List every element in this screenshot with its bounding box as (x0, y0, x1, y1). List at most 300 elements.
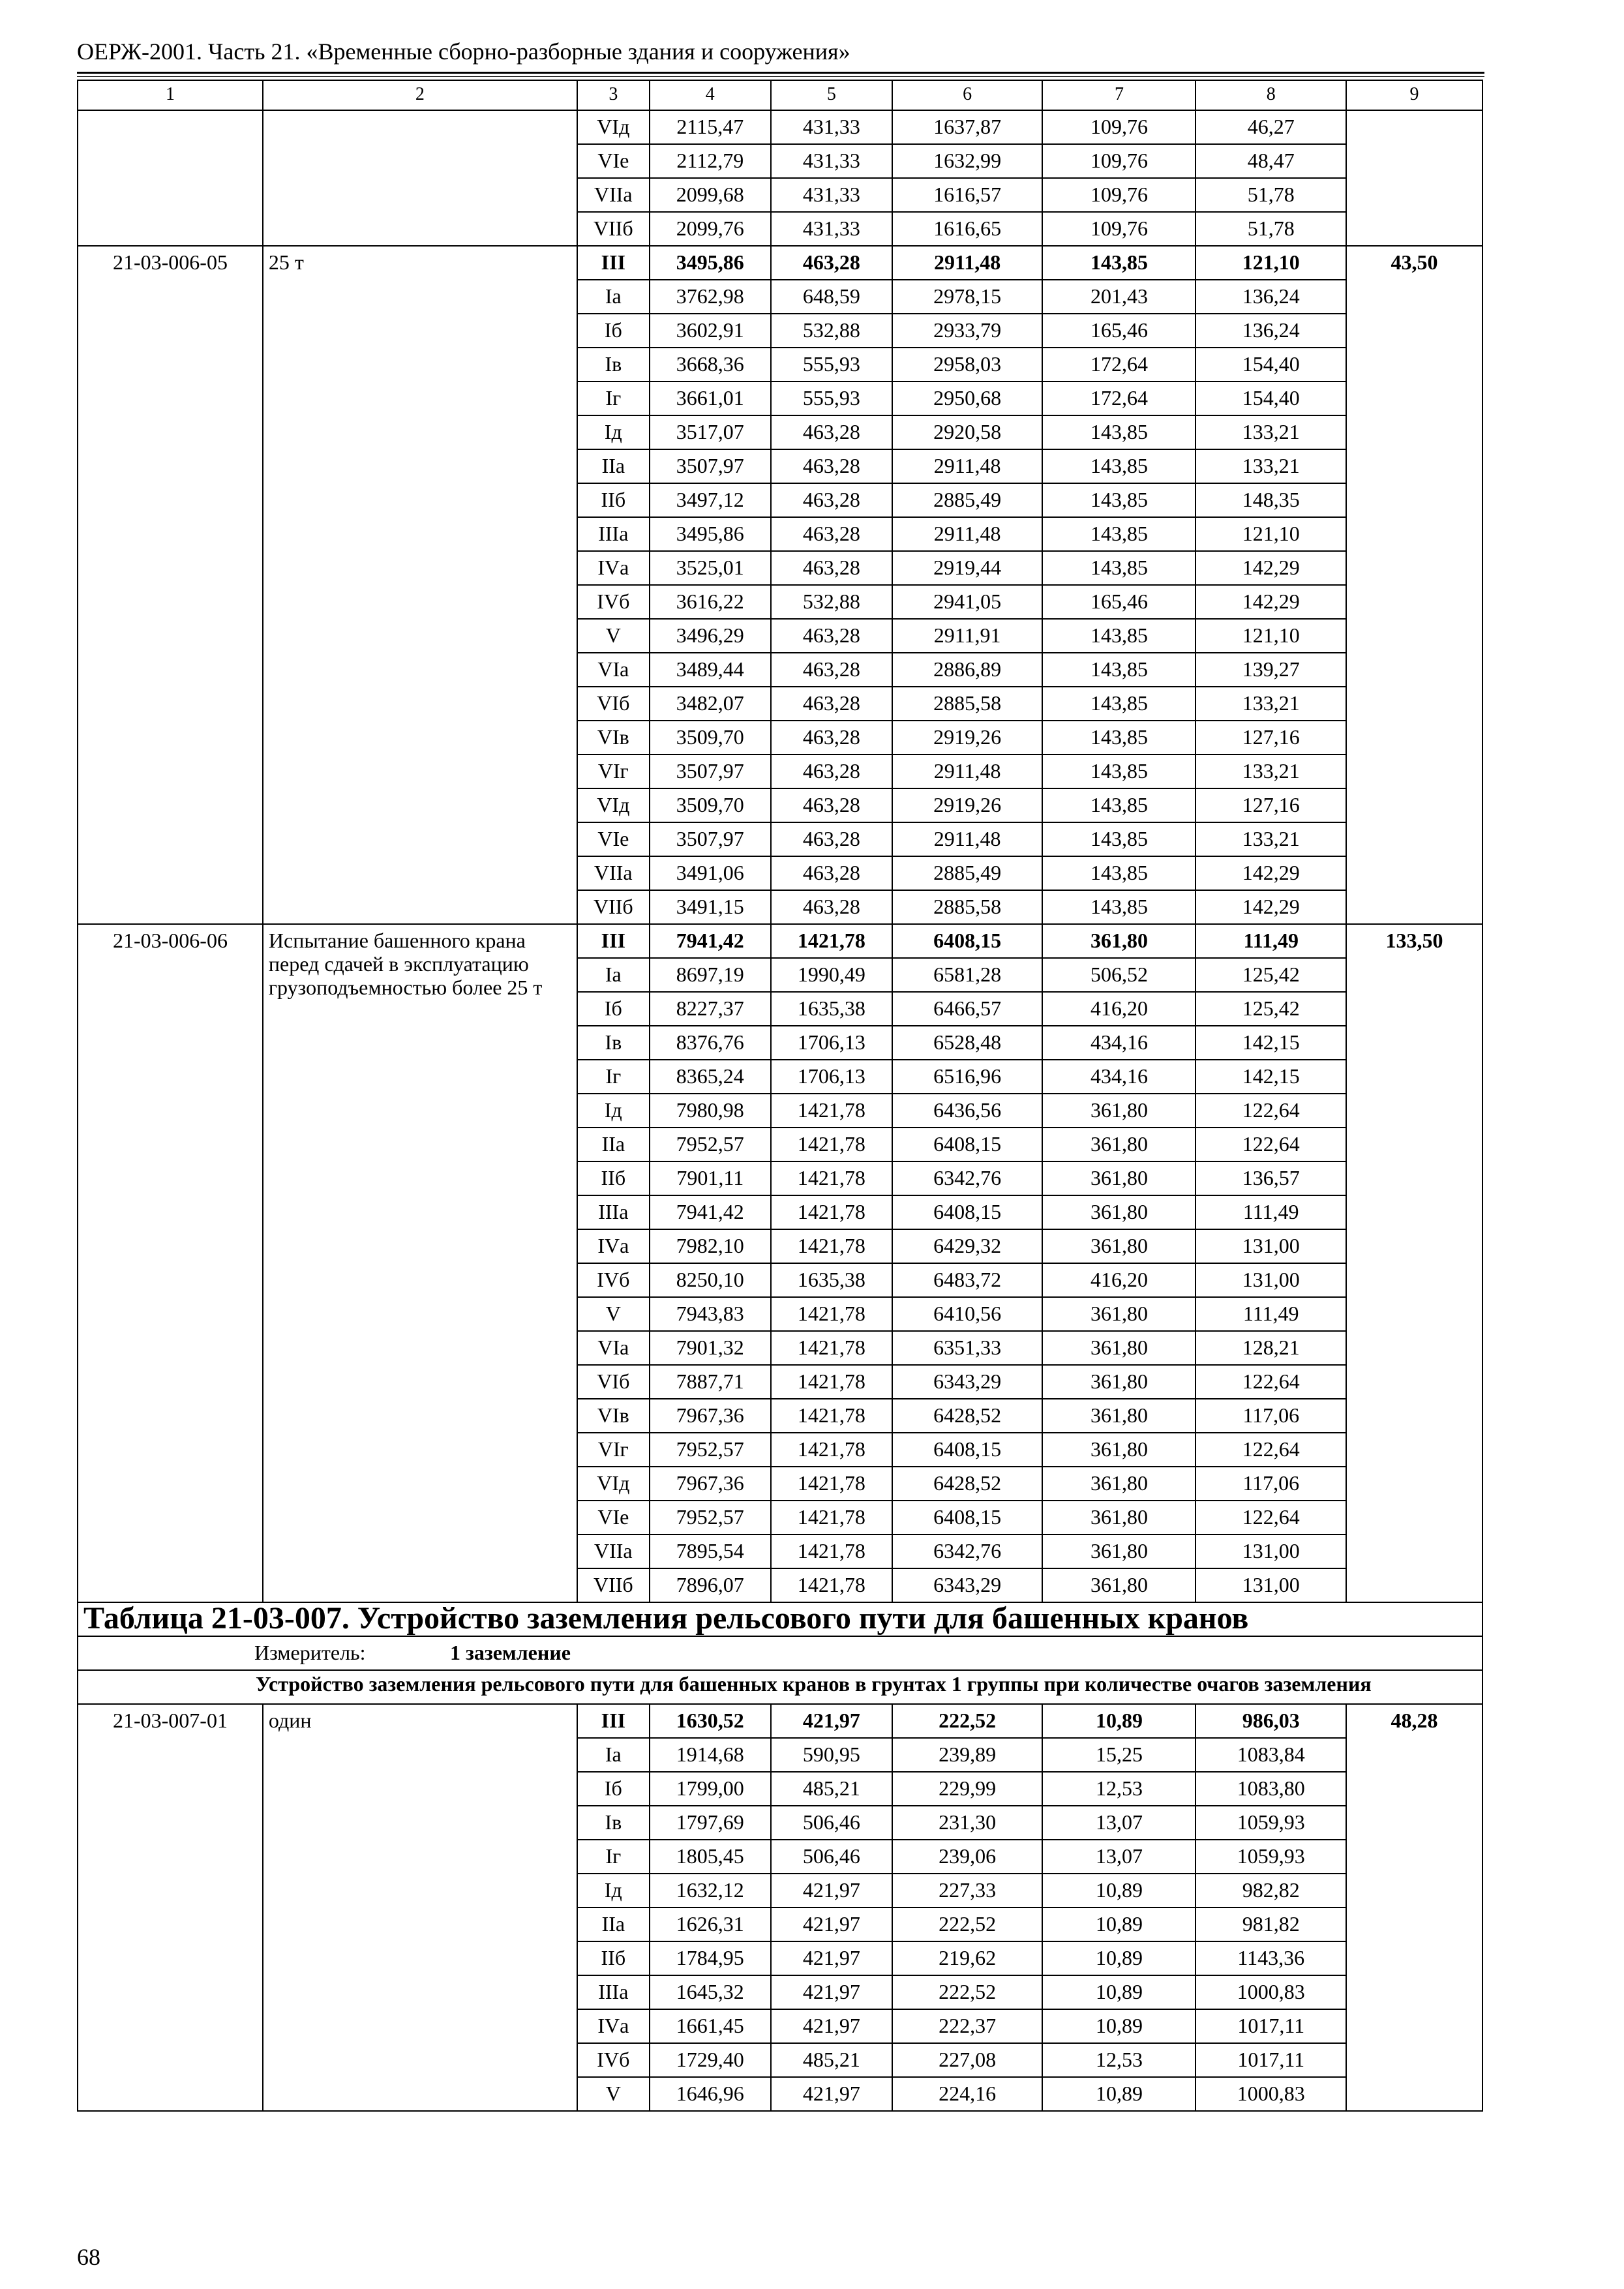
table-cell: IVа (577, 2009, 650, 2043)
table-cell: 421,97 (771, 1941, 892, 1975)
table-cell: III (577, 246, 650, 280)
table-cell: 1626,31 (650, 1908, 771, 1941)
table-row (78, 1704, 1482, 1738)
table-cell: 555,93 (771, 382, 892, 415)
table-cell: Iа (577, 958, 650, 992)
table-cell: 1914,68 (650, 1738, 771, 1772)
rate-code: 21-03-007-01 (78, 1704, 263, 2111)
table-cell: 7941,42 (650, 924, 771, 958)
table-cell: 1421,78 (771, 1229, 892, 1263)
table-cell: 463,28 (771, 788, 892, 822)
table-cell: 6408,15 (892, 924, 1043, 958)
table-cell: VIд (577, 110, 650, 144)
table-cell: 6343,29 (892, 1568, 1043, 1602)
table-cell: VIб (577, 687, 650, 721)
table-cell: 3661,01 (650, 382, 771, 415)
table-cell: 1661,45 (650, 2009, 771, 2043)
table-cell: 1637,87 (892, 110, 1043, 144)
table-cell: 1616,57 (892, 178, 1043, 212)
table-cell: IIа (577, 1908, 650, 1941)
table-cell: 3495,86 (650, 517, 771, 551)
table-cell: 3491,15 (650, 890, 771, 924)
table-cell: 361,80 (1042, 1399, 1195, 1433)
column-numbers-row (78, 80, 1482, 110)
table-cell: 648,59 (771, 280, 892, 314)
table-cell: 2885,58 (892, 890, 1043, 924)
table-cell: 361,80 (1042, 1331, 1195, 1365)
table-cell: 434,16 (1042, 1026, 1195, 1060)
table-cell: 143,85 (1042, 619, 1195, 653)
table-cell: 154,40 (1195, 382, 1346, 415)
table-cell: 133,21 (1195, 822, 1346, 856)
table-row (78, 110, 1482, 144)
table-cell: 143,85 (1042, 415, 1195, 449)
table-cell: 51,78 (1195, 212, 1346, 246)
table-cell: 1630,52 (650, 1704, 771, 1738)
table-cell: 109,76 (1042, 144, 1195, 178)
table-cell: 1632,99 (892, 144, 1043, 178)
table-cell: 463,28 (771, 822, 892, 856)
table-cell: 7901,32 (650, 1331, 771, 1365)
table-cell: 7952,57 (650, 1501, 771, 1534)
table-cell: 463,28 (771, 890, 892, 924)
table-cell: 239,89 (892, 1738, 1043, 1772)
table-cell: 463,28 (771, 653, 892, 687)
table-cell: 1017,11 (1195, 2009, 1346, 2043)
table-cell: IVа (577, 1229, 650, 1263)
table-cell: 122,64 (1195, 1128, 1346, 1161)
table-cell: Iд (577, 1094, 650, 1128)
table-cell: 555,93 (771, 348, 892, 382)
table-cell: 10,89 (1042, 1704, 1195, 1738)
table-cell: 7952,57 (650, 1433, 771, 1467)
table-cell: 431,33 (771, 178, 892, 212)
table-cell: 3507,97 (650, 755, 771, 788)
rate-code (78, 110, 263, 246)
table-cell: 2099,76 (650, 212, 771, 246)
table-cell: 15,25 (1042, 1738, 1195, 1772)
table-cell: 8250,10 (650, 1263, 771, 1297)
table-cell: 416,20 (1042, 1263, 1195, 1297)
table-cell: IVа (577, 551, 650, 585)
table-cell: 1706,13 (771, 1060, 892, 1094)
table-cell: III (577, 1704, 650, 1738)
table-cell: 2911,48 (892, 517, 1043, 551)
table-cell: 2920,58 (892, 415, 1043, 449)
table-row (78, 246, 1482, 280)
table-cell: 12,53 (1042, 2043, 1195, 2077)
table-cell: 143,85 (1042, 856, 1195, 890)
table-cell: 1421,78 (771, 1399, 892, 1433)
table-cell: 143,85 (1042, 449, 1195, 483)
table-cell: Iв (577, 1806, 650, 1840)
page-header: ОЕРЖ-2001. Часть 21. «Временные сборно-разборные здания и сооружения» (77, 38, 850, 65)
table-title-row (78, 1602, 1482, 1636)
table-cell: Iа (577, 1738, 650, 1772)
table-cell: 7952,57 (650, 1128, 771, 1161)
table-cell: 143,85 (1042, 517, 1195, 551)
table-cell: VIIа (577, 856, 650, 890)
table-cell: 133,21 (1195, 755, 1346, 788)
work-description: один (263, 1704, 577, 2111)
table-cell: 12,53 (1042, 1772, 1195, 1806)
table-cell: VIб (577, 1365, 650, 1399)
table-cell: 10,89 (1042, 2009, 1195, 2043)
table-cell: VIг (577, 1433, 650, 1467)
table-cell: 1635,38 (771, 992, 892, 1026)
column-number: 7 (1042, 80, 1195, 110)
table-cell: 463,28 (771, 755, 892, 788)
header-rule-thin (77, 76, 1484, 77)
table-cell: 1421,78 (771, 1161, 892, 1195)
table-cell: 463,28 (771, 687, 892, 721)
table-cell: 127,16 (1195, 788, 1346, 822)
table-cell: 143,85 (1042, 890, 1195, 924)
table-cell: VIд (577, 1467, 650, 1501)
table-cell: 154,40 (1195, 348, 1346, 382)
table-cell: 2941,05 (892, 585, 1043, 619)
table-cell: V (577, 619, 650, 653)
table-cell: 10,89 (1042, 2077, 1195, 2111)
table-cell: 131,00 (1195, 1568, 1346, 1602)
table-cell: 1421,78 (771, 1331, 892, 1365)
table-cell: 1421,78 (771, 1467, 892, 1501)
table-cell: 1797,69 (650, 1806, 771, 1840)
table-cell: Iб (577, 1772, 650, 1806)
table-cell: 6408,15 (892, 1501, 1043, 1534)
table-cell: 131,00 (1195, 1263, 1346, 1297)
table-cell: 431,33 (771, 144, 892, 178)
unit-value: 1 заземление (450, 1641, 571, 1664)
rates-table (77, 80, 1483, 2112)
table-cell: 3497,12 (650, 483, 771, 517)
table-cell: 3507,97 (650, 449, 771, 483)
table-cell: 2886,89 (892, 653, 1043, 687)
table-cell: 3495,86 (650, 246, 771, 280)
table-cell: 1784,95 (650, 1941, 771, 1975)
table-cell: 222,52 (892, 1704, 1043, 1738)
table-cell: 434,16 (1042, 1060, 1195, 1094)
table-cell: 121,10 (1195, 246, 1346, 280)
section-row (78, 1670, 1482, 1704)
table-cell: Iа (577, 280, 650, 314)
table-cell: 1729,40 (650, 2043, 771, 2077)
table-cell: VIг (577, 755, 650, 788)
table-cell: 421,97 (771, 1704, 892, 1738)
table-cell: VIд (577, 788, 650, 822)
table-cell: 1632,12 (650, 1874, 771, 1908)
table-cell: 8376,76 (650, 1026, 771, 1060)
table-cell: 172,64 (1042, 382, 1195, 415)
table-cell: 6581,28 (892, 958, 1043, 992)
table-cell: 2911,48 (892, 246, 1043, 280)
table-cell: 7967,36 (650, 1399, 771, 1433)
table-cell: 2885,49 (892, 856, 1043, 890)
table-cell: VIа (577, 653, 650, 687)
table-cell: Iг (577, 1840, 650, 1874)
table-cell: 143,85 (1042, 551, 1195, 585)
table-cell: 143,85 (1042, 755, 1195, 788)
table-cell: 7887,71 (650, 1365, 771, 1399)
table-cell: IIIа (577, 1975, 650, 2009)
table-cell: 463,28 (771, 246, 892, 280)
table-cell: 10,89 (1042, 1874, 1195, 1908)
table-cell: 6343,29 (892, 1365, 1043, 1399)
table-cell: 1421,78 (771, 924, 892, 958)
table-cell: 125,42 (1195, 992, 1346, 1026)
table-cell: 117,06 (1195, 1467, 1346, 1501)
table-cell: 1000,83 (1195, 1975, 1346, 2009)
table-cell: 111,49 (1195, 924, 1346, 958)
table-cell: 2978,15 (892, 280, 1043, 314)
table-cell: Iд (577, 1874, 650, 1908)
table-cell: 6436,56 (892, 1094, 1043, 1128)
table-cell: VIе (577, 144, 650, 178)
column-number: 6 (892, 80, 1043, 110)
table-cell: 416,20 (1042, 992, 1195, 1026)
table-cell: 133,21 (1195, 687, 1346, 721)
table-cell: 136,24 (1195, 280, 1346, 314)
column-number: 4 (650, 80, 771, 110)
table-cell: 231,30 (892, 1806, 1043, 1840)
table-cell: 143,85 (1042, 687, 1195, 721)
work-description (263, 110, 577, 246)
table-cell: 136,24 (1195, 314, 1346, 348)
table-cell: 1635,38 (771, 1263, 892, 1297)
table-cell: 48,47 (1195, 144, 1346, 178)
table-cell: 2950,68 (892, 382, 1043, 415)
table-cell: 2885,49 (892, 483, 1043, 517)
table-cell: 506,46 (771, 1840, 892, 1874)
table-cell: 127,16 (1195, 721, 1346, 755)
table-cell: 6428,52 (892, 1399, 1043, 1433)
table-cell: 506,52 (1042, 958, 1195, 992)
table-cell: 1083,84 (1195, 1738, 1346, 1772)
labor-cost: 48,28 (1346, 1704, 1482, 2111)
work-description: 25 т (263, 246, 577, 924)
table-cell: 463,28 (771, 483, 892, 517)
table-cell: VIв (577, 1399, 650, 1433)
table-cell: 6483,72 (892, 1263, 1043, 1297)
table-cell: 8227,37 (650, 992, 771, 1026)
table-cell: 122,64 (1195, 1365, 1346, 1399)
table-cell: 7982,10 (650, 1229, 771, 1263)
table-cell: 117,06 (1195, 1399, 1346, 1433)
table-cell: 133,21 (1195, 449, 1346, 483)
table-cell: 7941,42 (650, 1195, 771, 1229)
section-heading: Устройство заземления рельсового пути для башенных кранов в грунтах 1 группы при количестве очагов заземления (78, 1670, 1482, 1704)
table-cell: 431,33 (771, 110, 892, 144)
table-cell: 1421,78 (771, 1128, 892, 1161)
table-cell: 421,97 (771, 1975, 892, 2009)
table-cell: 431,33 (771, 212, 892, 246)
table-cell: VIв (577, 721, 650, 755)
table-cell: 3496,29 (650, 619, 771, 653)
table-cell: 485,21 (771, 1772, 892, 1806)
table-cell: 2885,58 (892, 687, 1043, 721)
table-cell: 3482,07 (650, 687, 771, 721)
table-cell: 1990,49 (771, 958, 892, 992)
table-cell: 1000,83 (1195, 2077, 1346, 2111)
table-cell: 2919,44 (892, 551, 1043, 585)
table-cell: VIе (577, 822, 650, 856)
table-cell: 1421,78 (771, 1433, 892, 1467)
page-number: 68 (77, 2244, 100, 2270)
table-cell: 361,80 (1042, 1501, 1195, 1534)
table-cell: IIб (577, 483, 650, 517)
table-cell: 222,37 (892, 2009, 1043, 2043)
table-cell: 361,80 (1042, 1297, 1195, 1331)
table-cell: 1421,78 (771, 1297, 892, 1331)
table-cell: IVб (577, 585, 650, 619)
table-cell: IIIа (577, 1195, 650, 1229)
labor-cost: 133,50 (1346, 924, 1482, 1602)
table-cell: 1083,80 (1195, 1772, 1346, 1806)
table-cell: 361,80 (1042, 1433, 1195, 1467)
table-cell: 227,33 (892, 1874, 1043, 1908)
table-cell: 122,64 (1195, 1433, 1346, 1467)
table-cell: 7967,36 (650, 1467, 771, 1501)
table-cell: IIIа (577, 517, 650, 551)
table-cell: 13,07 (1042, 1806, 1195, 1840)
labor-cost (1346, 110, 1482, 246)
table-cell: 421,97 (771, 2077, 892, 2111)
table-cell: 165,46 (1042, 314, 1195, 348)
table-cell: 6408,15 (892, 1433, 1043, 1467)
table-cell: IIб (577, 1161, 650, 1195)
table-cell: 361,80 (1042, 1161, 1195, 1195)
table-cell: 361,80 (1042, 1365, 1195, 1399)
table-cell: 125,42 (1195, 958, 1346, 992)
table-cell: 463,28 (771, 619, 892, 653)
table-cell: VIIб (577, 1568, 650, 1602)
labor-cost: 43,50 (1346, 246, 1482, 924)
table-cell: 10,89 (1042, 1975, 1195, 2009)
rate-code: 21-03-006-06 (78, 924, 263, 1602)
column-number: 1 (78, 80, 263, 110)
table-cell: 1059,93 (1195, 1806, 1346, 1840)
table-cell: 3509,70 (650, 721, 771, 755)
table-cell: VIIа (577, 1534, 650, 1568)
table-cell: 201,43 (1042, 280, 1195, 314)
table-cell: IVб (577, 2043, 650, 2077)
table-cell: 421,97 (771, 1908, 892, 1941)
table-cell: 1017,11 (1195, 2043, 1346, 2077)
table-cell: 1421,78 (771, 1568, 892, 1602)
table-cell: 143,85 (1042, 246, 1195, 280)
table-cell: 122,64 (1195, 1094, 1346, 1128)
table-cell: 485,21 (771, 2043, 892, 2077)
table-cell: 6428,52 (892, 1467, 1043, 1501)
table-cell: 1805,45 (650, 1840, 771, 1874)
column-number: 9 (1346, 80, 1482, 110)
table-cell: 6429,32 (892, 1229, 1043, 1263)
table-cell: 142,15 (1195, 1026, 1346, 1060)
table-cell: 142,29 (1195, 585, 1346, 619)
table-cell: 172,64 (1042, 348, 1195, 382)
table-cell: 109,76 (1042, 178, 1195, 212)
table-cell: 3602,91 (650, 314, 771, 348)
table-cell: 121,10 (1195, 619, 1346, 653)
table-cell: 133,21 (1195, 415, 1346, 449)
table-cell: 532,88 (771, 585, 892, 619)
table-cell: 143,85 (1042, 788, 1195, 822)
table-cell: 46,27 (1195, 110, 1346, 144)
unit-row (78, 1636, 1482, 1670)
table-cell: 6342,76 (892, 1534, 1043, 1568)
table-cell: 2099,68 (650, 178, 771, 212)
table-cell: IIа (577, 449, 650, 483)
table-cell: 143,85 (1042, 653, 1195, 687)
table-cell: 51,78 (1195, 178, 1346, 212)
table-cell: 3491,06 (650, 856, 771, 890)
table-cell: VIIа (577, 178, 650, 212)
table-cell: 143,85 (1042, 483, 1195, 517)
table-cell: 532,88 (771, 314, 892, 348)
table-cell: 7980,98 (650, 1094, 771, 1128)
table-cell: 506,46 (771, 1806, 892, 1840)
table-cell: 142,29 (1195, 551, 1346, 585)
table-cell: VIIб (577, 212, 650, 246)
table-cell: 8365,24 (650, 1060, 771, 1094)
table-cell: 2919,26 (892, 788, 1043, 822)
table-cell: VIе (577, 1501, 650, 1534)
table-cell: 1646,96 (650, 2077, 771, 2111)
table-cell: 111,49 (1195, 1195, 1346, 1229)
table-cell: IIа (577, 1128, 650, 1161)
table-cell: Iв (577, 1026, 650, 1060)
table-cell: 981,82 (1195, 1908, 1346, 1941)
table-cell: 463,28 (771, 721, 892, 755)
table-cell: V (577, 2077, 650, 2111)
table-cell: 2958,03 (892, 348, 1043, 382)
table-cell: 3762,98 (650, 280, 771, 314)
table-cell: 2112,79 (650, 144, 771, 178)
table-cell: 229,99 (892, 1772, 1043, 1806)
table-cell: 143,85 (1042, 721, 1195, 755)
table-title: Таблица 21-03-007. Устройство заземления рельсового пути для башенных кранов (78, 1602, 1482, 1636)
table-cell: 2115,47 (650, 110, 771, 144)
table-cell: 6351,33 (892, 1331, 1043, 1365)
table-cell: VIа (577, 1331, 650, 1365)
table-cell: 10,89 (1042, 1941, 1195, 1975)
table-cell: 361,80 (1042, 1195, 1195, 1229)
table-cell: 109,76 (1042, 212, 1195, 246)
table-cell: 224,16 (892, 2077, 1043, 2111)
table-cell: 6408,15 (892, 1195, 1043, 1229)
table-cell: 986,03 (1195, 1704, 1346, 1738)
table-cell: 361,80 (1042, 1229, 1195, 1263)
table-cell: 361,80 (1042, 924, 1195, 958)
table-cell: 111,49 (1195, 1297, 1346, 1331)
table-cell: 2933,79 (892, 314, 1043, 348)
table-cell: 121,10 (1195, 517, 1346, 551)
table-cell: 421,97 (771, 2009, 892, 2043)
table-cell: 227,08 (892, 2043, 1043, 2077)
table-cell: 361,80 (1042, 1094, 1195, 1128)
table-cell: 6516,96 (892, 1060, 1043, 1094)
table-cell: 3507,97 (650, 822, 771, 856)
table-cell: 2911,48 (892, 449, 1043, 483)
table-cell: 219,62 (892, 1941, 1043, 1975)
table-cell: 142,15 (1195, 1060, 1346, 1094)
table-cell: 239,06 (892, 1840, 1043, 1874)
table-cell: 3668,36 (650, 348, 771, 382)
table-cell: 1645,32 (650, 1975, 771, 2009)
table-cell: 6466,57 (892, 992, 1043, 1026)
table-cell: 7901,11 (650, 1161, 771, 1195)
table-cell: 463,28 (771, 449, 892, 483)
